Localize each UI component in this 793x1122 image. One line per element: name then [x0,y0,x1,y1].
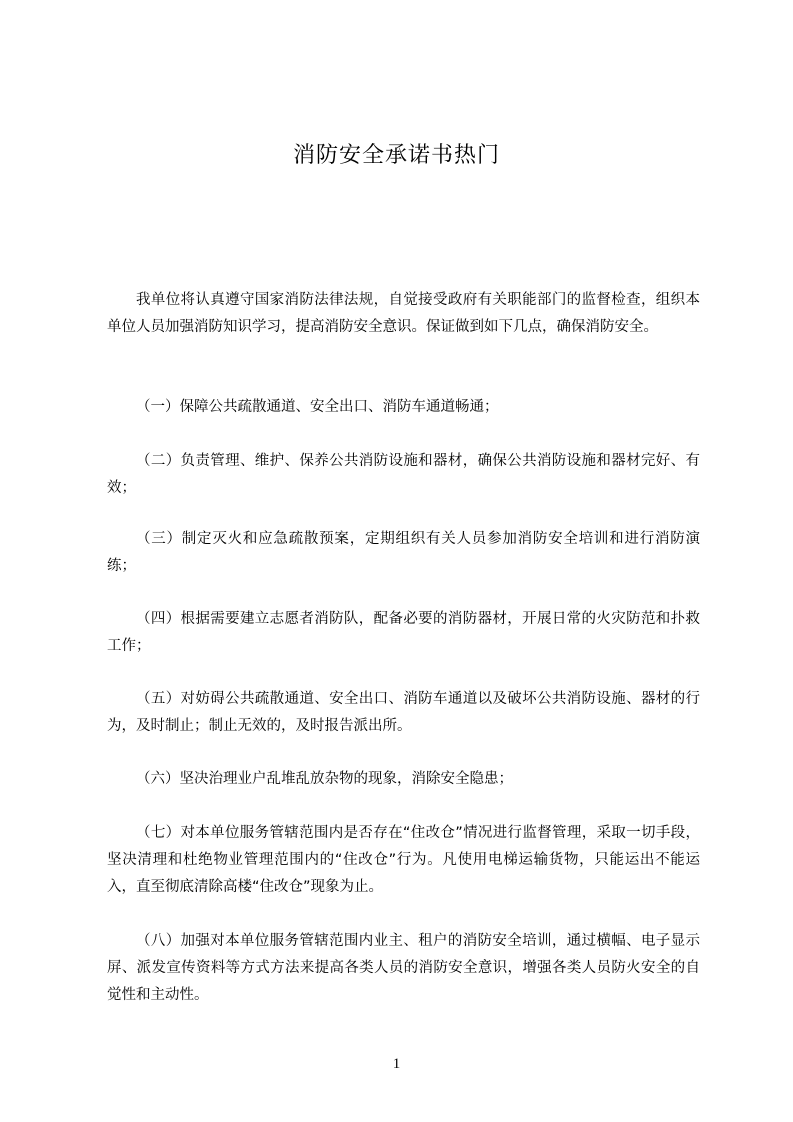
commitment-item-6: （六）坚决治理业户乱堆乱放杂物的现象，消除安全隐患； [136,771,513,787]
commitment-item-3: （三）制定灭火和应急疏散预案，定期组织有关人员参加消防安全培训和进行消防演练； [107,531,700,574]
document-title: 消防安全承诺书热门 [292,143,500,168]
page-number: 1 [392,1056,401,1072]
commitment-item-5: （五）对妨碍公共疏散通道、安全出口、消防车通道以及破坏公共消防设施、器材的行为，及时制止；制止无效的，及时报告派出所。 [107,691,700,734]
commitment-item-7: （七）对本单位服务管辖范围内是否存在“住改仓”情况进行监督管理，采取一切手段，坚决清理和杜绝物业管理范围内的“住改仓”行为。凡使用电梯运输货物，只能运出不能运入，直至彻底清除高楼“住改仓”现象为止。 [107,825,700,895]
commitment-item-8: （八）加强对本单位服务管辖范围内业主、租户的消防安全培训，通过横幅、电子显示屏、派发宣传资料等方式方法来提高各类人员的消防安全意识，增强各类人员防火安全的自觉性和主动性。 [107,933,700,1003]
intro-paragraph: 我单位将认真遵守国家消防法律法规，自觉接受政府有关职能部门的监督检查，组织本单位人员加强消防知识学习，提高消防安全意识。保证做到如下几点，确保消防安全。 [107,292,700,335]
commitment-item-2: （二）负责管理、维护、保养公共消防设施和器材，确保公共消防设施和器材完好、有效； [107,453,700,496]
commitment-item-1: （一）保障公共疏散通道、安全出口、消防车通道畅通； [136,399,499,415]
commitment-item-4: （四）根据需要建立志愿者消防队，配备必要的消防器材，开展日常的火灾防范和扑救工作； [107,611,700,654]
